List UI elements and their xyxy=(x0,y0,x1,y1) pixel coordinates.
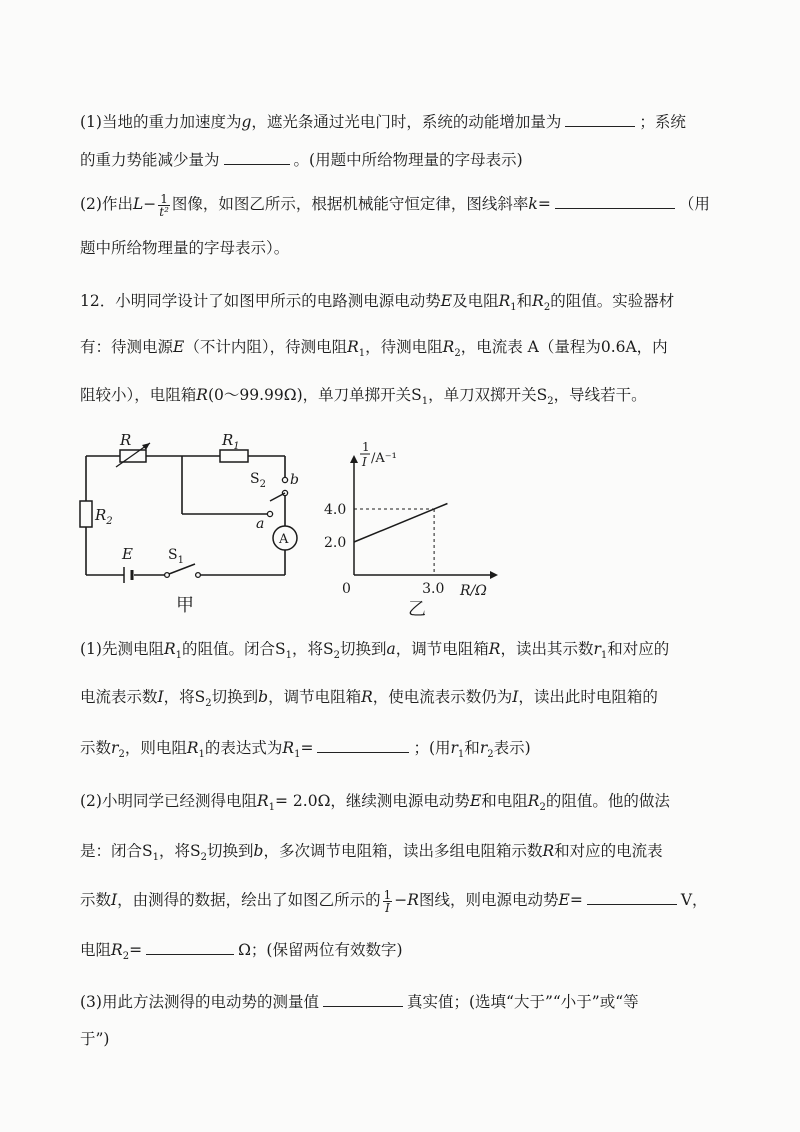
x-tick-label-3: 3.0 xyxy=(422,581,445,597)
subscript: 1 xyxy=(358,348,366,360)
switch-s1-left xyxy=(165,573,170,578)
subscript: 1 xyxy=(600,650,608,662)
text: 的阻值。实验器材 xyxy=(550,292,675,310)
equals: = xyxy=(537,195,551,213)
text: ，调节电阻箱 xyxy=(268,688,362,706)
subscript: 1 xyxy=(175,650,183,662)
resistor-r2-symbol xyxy=(80,501,92,527)
subscript: 1 xyxy=(198,749,205,761)
label-S2-main: S xyxy=(250,471,260,487)
subscript: 2 xyxy=(333,650,341,662)
text: ，单刀双掷开关S xyxy=(428,386,548,404)
text: 真实值；(选填“大于”“小于”或“等 xyxy=(406,993,639,1011)
text: 的阻值。闭合S xyxy=(182,640,286,658)
figure-circuit-and-graph xyxy=(70,425,510,625)
q12-line-2 xyxy=(80,336,740,365)
q12-line-1 xyxy=(80,290,740,319)
q12-sub2-line-2 xyxy=(80,840,740,869)
symbol-r: r xyxy=(111,739,119,757)
symbol-R: R xyxy=(282,739,295,757)
symbol-R: R xyxy=(111,941,123,959)
symbol-R: R xyxy=(532,292,544,310)
symbol-R: R xyxy=(527,792,540,810)
y-tick-label-4: 4.0 xyxy=(324,502,347,518)
text: ，待测电阻 xyxy=(365,338,443,356)
label-S2 xyxy=(250,471,266,490)
text: ，遮光条通过光电门时，系统的动能增加量为 xyxy=(251,113,562,131)
text: ，则电阻 xyxy=(124,739,187,757)
text: (2)小明同学已经测得电阻 xyxy=(80,792,257,810)
label-R2 xyxy=(94,506,113,527)
text: Ω；(保留两位有效数字) xyxy=(238,941,403,959)
q12-sub2-line-1 xyxy=(80,790,740,819)
denominator xyxy=(383,902,393,914)
symbol-R: R xyxy=(407,891,419,909)
symbol-R: R xyxy=(542,842,555,860)
answer-blank-r1-expression[interactable] xyxy=(317,736,409,753)
graph-1-over-I-vs-R xyxy=(324,440,498,620)
text: = 2.0Ω，继续测电源电动势 xyxy=(275,792,470,810)
text: 于”) xyxy=(80,1030,110,1048)
text: 切换到 xyxy=(207,842,254,860)
text: ，读出此时电阻箱的 xyxy=(518,688,658,706)
text: 示数 xyxy=(80,739,112,757)
text: (1)当地的重力加速度为 xyxy=(80,113,242,131)
text: ，由测得的数据，绘出了如图乙所示的 xyxy=(117,891,381,909)
text: 的表达式为 xyxy=(204,739,283,757)
symbol-R: R xyxy=(186,739,199,757)
symbol-R: R xyxy=(442,338,455,356)
q12-sub2-line-3 xyxy=(80,888,740,914)
text: 的重力势能减少量为 xyxy=(80,151,220,169)
q11-line-3 xyxy=(80,192,740,218)
switch-s2-contact-a xyxy=(267,511,272,516)
subscript: 2 xyxy=(205,698,212,710)
text: 有：待测电源 xyxy=(80,338,174,356)
q11-line-1 xyxy=(80,110,740,133)
text: 及电阻 xyxy=(452,292,499,310)
q12-sub1-line-2 xyxy=(80,686,740,715)
subscript: 1 xyxy=(294,749,301,761)
text: (2)作出 xyxy=(80,195,133,213)
answer-blank-potential-energy[interactable] xyxy=(224,148,290,165)
text: 和对应的 xyxy=(607,640,670,658)
label-R: R xyxy=(120,431,132,449)
symbol-b: b xyxy=(258,688,269,706)
caption-jia: 甲 xyxy=(176,595,194,616)
y-axis-arrow xyxy=(350,455,358,463)
fraction-1-over-I xyxy=(383,889,393,914)
text: 切换到 xyxy=(340,640,387,658)
minus-sign: − xyxy=(143,195,157,213)
equals: = xyxy=(129,941,143,959)
text: ，调节电阻箱 xyxy=(395,640,489,658)
symbol-g: g xyxy=(241,113,252,131)
text: ；(用 xyxy=(413,739,451,757)
q12-sub3-line-1 xyxy=(80,990,740,1013)
symbol-b: b xyxy=(253,842,264,860)
text: (1)先测电阻 xyxy=(80,640,164,658)
symbol-R: R xyxy=(256,792,269,810)
label-a: a xyxy=(256,516,265,532)
text: （用 xyxy=(678,195,710,213)
origin-label: 0 xyxy=(342,581,351,597)
subscript: 2 xyxy=(118,749,125,761)
symbol-R: R xyxy=(163,640,176,658)
x-axis-label: R/Ω xyxy=(460,583,487,599)
text: 图像，如图乙所示，根据机械能守恒定律，图线斜率 xyxy=(171,195,529,213)
symbol-k: k xyxy=(528,195,538,213)
text: 和电阻 xyxy=(481,792,528,810)
text: 12．小明同学设计了如图甲所示的电路测电源电动势 xyxy=(80,292,441,310)
answer-blank-r2[interactable] xyxy=(146,938,234,955)
label-R2-sub: 2 xyxy=(106,516,113,527)
text: V， xyxy=(680,891,708,909)
text: 。(用题中所给物理量的字母表示) xyxy=(293,151,523,169)
q12-sub1-line-3 xyxy=(80,736,740,766)
symbol-R: R xyxy=(498,292,511,310)
symbol-I: I xyxy=(512,688,519,706)
subscript: 2 xyxy=(539,802,546,814)
answer-blank-emf[interactable] xyxy=(587,888,677,905)
text: ，导线若干。 xyxy=(553,386,647,404)
q11-line-2 xyxy=(80,148,740,171)
symbol-E: E xyxy=(440,292,453,310)
symbol-R: R xyxy=(488,640,501,658)
text: (3)用此方法测得的电动势的测量值 xyxy=(80,993,319,1011)
label-R2-main: R xyxy=(95,506,107,524)
label-R1-sub: 1 xyxy=(233,441,240,452)
text: 是：闭合S xyxy=(80,842,153,860)
symbol-R: R xyxy=(361,688,373,706)
den-text: I xyxy=(385,900,390,915)
switch-s1-right xyxy=(196,573,201,578)
fraction-1-over-t2 xyxy=(158,193,170,218)
symbol-r: r xyxy=(450,739,458,757)
text: ，读出其示数 xyxy=(500,640,594,658)
text: 图线，则电源电动势 xyxy=(418,891,559,909)
text: 和 xyxy=(464,739,480,757)
symbol-I: I xyxy=(157,688,164,706)
switch-s2-blade xyxy=(270,493,285,501)
numerator: 1 xyxy=(383,887,392,902)
den-text: t² xyxy=(159,204,169,219)
text: ，将S xyxy=(292,640,334,658)
rheostat-symbol xyxy=(120,450,146,462)
answer-blank-kinetic-energy[interactable] xyxy=(565,110,635,127)
symbol-R: R xyxy=(347,338,359,356)
text: 和 xyxy=(516,292,533,310)
denominator xyxy=(158,206,170,218)
equals: = xyxy=(300,739,314,757)
text: 和对应的电流表 xyxy=(554,842,663,860)
symbol-L: L xyxy=(132,195,144,213)
y-tick-label-2: 2.0 xyxy=(324,535,347,551)
q11-line-4 xyxy=(80,237,740,259)
text: 示数 xyxy=(80,891,112,909)
switch-s2-contact-b xyxy=(282,477,287,482)
q12-sub1-line-1 xyxy=(80,638,740,667)
subscript: 1 xyxy=(421,396,429,408)
subscript: 2 xyxy=(487,749,494,761)
x-axis-arrow xyxy=(490,571,498,579)
rheostat-arrowhead xyxy=(142,443,150,450)
symbol-E: E xyxy=(558,891,570,909)
text: ，电流表 A（量程为0.6A，内 xyxy=(460,338,668,356)
text: ；系统 xyxy=(639,113,686,131)
symbol-a: a xyxy=(386,640,396,658)
text: ，将S xyxy=(163,688,206,706)
symbol-R: R xyxy=(196,386,208,404)
text: 的阻值。他的做法 xyxy=(545,792,670,810)
text: 电流表示数 xyxy=(80,688,158,706)
symbol-E: E xyxy=(469,792,482,810)
text: 表示) xyxy=(493,739,531,757)
text: 阻较小），电阻箱 xyxy=(80,386,197,404)
subscript: 1 xyxy=(152,852,159,864)
text: 电阻 xyxy=(80,941,112,959)
subscript: 2 xyxy=(543,302,551,314)
label-ammeter: A xyxy=(279,532,289,547)
label-S1-main: S xyxy=(168,547,178,563)
subscript: 1 xyxy=(510,302,517,314)
label-S2-sub: 2 xyxy=(259,479,266,490)
symbol-r: r xyxy=(479,739,488,757)
subscript: 2 xyxy=(122,951,130,963)
label-S1 xyxy=(168,547,184,566)
subscript: 1 xyxy=(285,650,293,662)
symbol-r: r xyxy=(593,640,601,658)
label-b: b xyxy=(290,472,299,488)
label-S1-sub: 1 xyxy=(177,555,184,566)
subscript: 1 xyxy=(457,749,465,761)
text: 切换到 xyxy=(211,688,259,706)
label-R1 xyxy=(221,431,240,452)
subscript: 2 xyxy=(454,348,461,360)
text: ，使电流表示数仍为 xyxy=(372,688,513,706)
minus-sign: − xyxy=(394,891,408,909)
numerator: 1 xyxy=(160,191,168,206)
answer-blank-slope[interactable] xyxy=(555,192,675,209)
equals: = xyxy=(569,891,583,909)
y-label-denominator: I xyxy=(362,455,367,469)
symbol-E: E xyxy=(173,338,185,356)
subscript: 2 xyxy=(200,852,207,864)
y-label-unit: /A⁻¹ xyxy=(371,451,397,466)
q12-sub3-line-2 xyxy=(80,1028,740,1050)
text: 题中所给物理量的字母表示）。 xyxy=(80,239,290,257)
label-E: E xyxy=(122,545,133,563)
answer-blank-comparison[interactable] xyxy=(323,990,403,1007)
label-R1-main: R xyxy=(222,431,234,449)
symbol-I: I xyxy=(111,891,118,909)
text: ，将S xyxy=(159,842,201,860)
subscript: 1 xyxy=(268,802,276,814)
caption-yi: 乙 xyxy=(408,599,426,620)
y-label-numerator: 1 xyxy=(362,440,370,454)
q12-line-3 xyxy=(80,384,740,413)
text: (0～99.99Ω)，单刀单掷开关S xyxy=(207,386,422,404)
subscript: 2 xyxy=(547,396,554,408)
text: （不计内阻），待测电阻 xyxy=(184,338,348,356)
text: ，多次调节电阻箱，读出多组电阻箱示数 xyxy=(263,842,543,860)
q12-sub2-line-4 xyxy=(80,938,740,968)
